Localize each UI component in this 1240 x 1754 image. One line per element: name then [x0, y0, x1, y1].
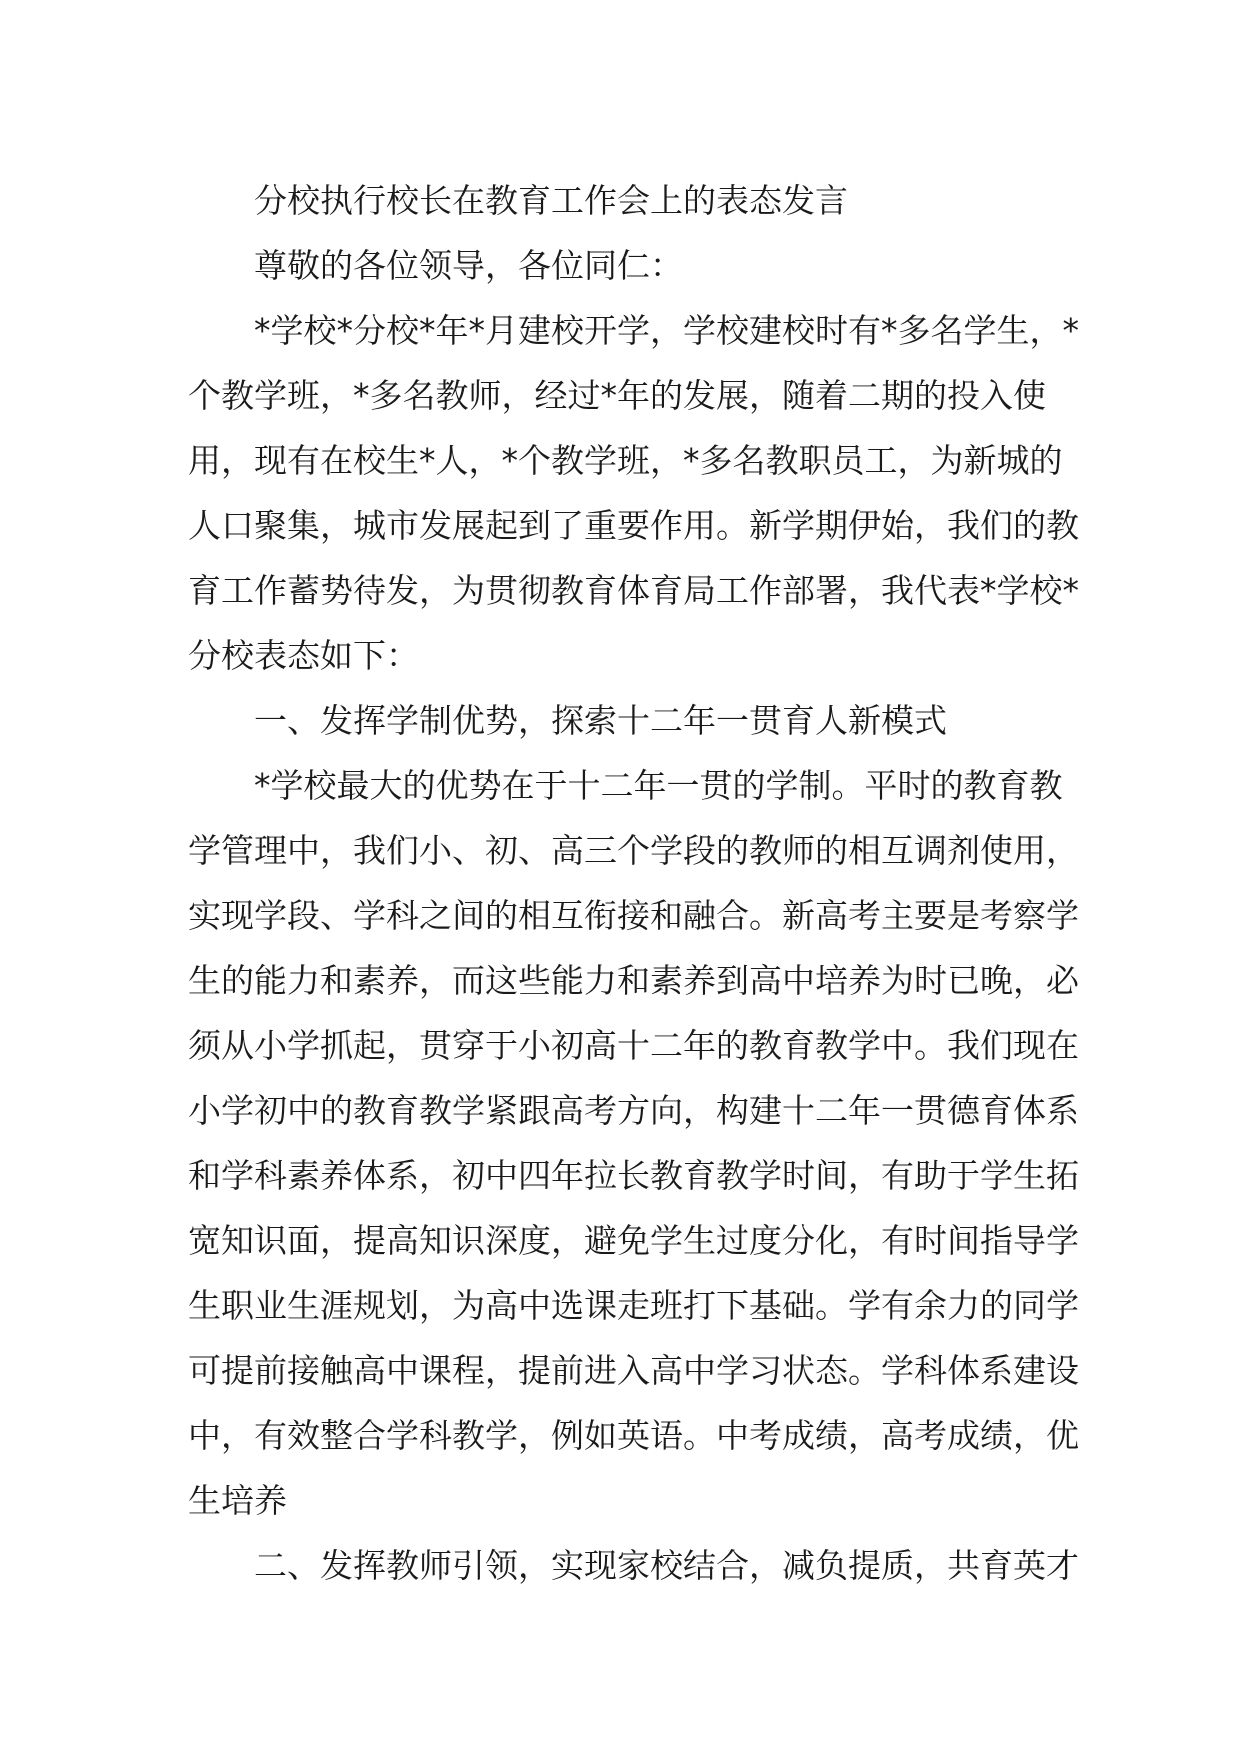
section-heading-1: 一、发挥学制优势，探索十二年一贯育人新模式	[254, 701, 947, 740]
salutation: 尊敬的各位领导，各位同仁：	[254, 246, 683, 285]
section-heading-2: 二、发挥教师引领，实现家校结合，减负提质，共育英才	[254, 1546, 1079, 1585]
document-title: 分校执行校长在教育工作会上的表态发言	[254, 181, 848, 220]
paragraph-section-1: *学校最大的优势在于十二年一贯的学制。平时的教育教学管理中，我们小、初、高三个学段的教师的相互调剂使用，实现学段、学科之间的相互衔接和融合。新高考主要是考察学生的能力和素养，而这些能力和素养到高中培养为时已晚，必须从小学抓起，贯穿于小初高十二年的教育教学中。我们现在小学初中的教育教学紧跟高考方向，构建十二年一贯德育体系和学科素养体系，初中四年拉长教育教学时间，有助于学生拓宽知识面，提高知识深度，避免学生过度分化，有时间指导学生职业生涯规划，为高中选课走班打下基础。学有余力的同学可提前接触高中课程，提前进入高中学习状态。学科体系建设中，有效整合学科教学，例如英语。中考成绩，高考成绩，优生培养	[188, 766, 1079, 1520]
document-body	[188, 168, 1088, 1598]
paragraph-intro: *学校*分校*年*月建校开学，学校建校时有*多名学生，*个教学班，*多名教师，经过*年的发展，随着二期的投入使用，现有在校生*人，*个教学班，*多名教职员工，为新城的人口聚集，城市发展起到了重要作用。新学期伊始，我们的教育工作蓄势待发，为贯彻教育体育局工作部署，我代表*学校*分校表态如下：	[188, 311, 1079, 675]
